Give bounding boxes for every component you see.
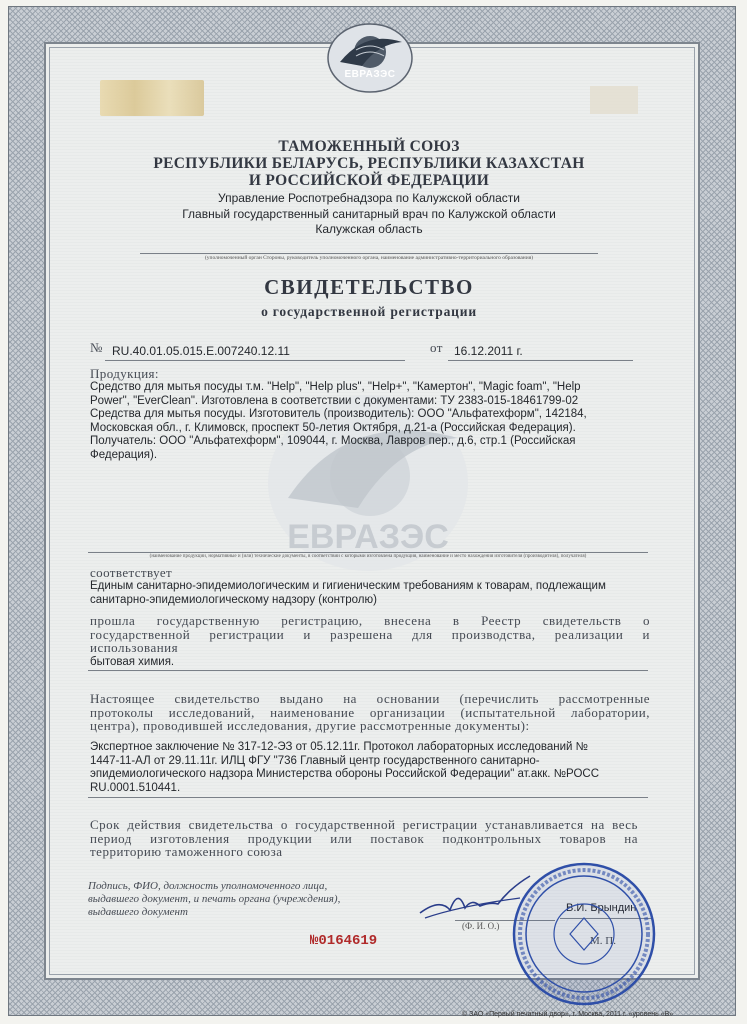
- products-line: Средства для мытья посуды. Изготовитель (производитель): ООО "Альфатехформ", 142184,: [90, 408, 587, 420]
- validity-statement: [90, 818, 638, 859]
- basis-line: Настоящее свидетельство выдано на основании (перечислить рассмотренные: [90, 691, 650, 706]
- products-label: Продукция:: [90, 366, 159, 381]
- basis-doc-line: RU.0001.510441.: [90, 781, 181, 794]
- products-line: Федерация).: [90, 448, 158, 461]
- registration-number: RU.40.01.05.015.Е.007240.12.11: [112, 344, 290, 358]
- serial-number: №0164619: [310, 933, 378, 949]
- compliance-label: соответствует: [90, 565, 173, 580]
- statement-line: государственной регистрации и разрешена для производства, реализации и: [90, 626, 650, 642]
- products-line: Московская обл., г. Климовск, проспект 50-летия Октября, д.21-а (Российская Федерация).: [90, 421, 576, 434]
- divider: [88, 670, 648, 671]
- compliance-text: [90, 580, 650, 607]
- basis-doc-line: 1447-11-АЛ от 29.11.11г. ИЛЦ ФГУ "736 Главный центр государственного санитарно-: [90, 754, 540, 767]
- usage-value: бытовая химия.: [90, 656, 175, 668]
- signature-label-line: выдавшего документ, и печать органа (учреждения),: [88, 893, 341, 905]
- validity-line: Срок действия свидетельства о государственной регистрации устанавливается на весь: [90, 817, 638, 832]
- validity-line: период изготовления продукции или поставок подконтрольных товаров на: [90, 830, 638, 846]
- basis-documents: [90, 741, 650, 795]
- signature-label: [88, 880, 340, 919]
- date-label: от: [430, 340, 443, 355]
- eurasec-emblem: [326, 22, 414, 94]
- hologram-sticker-right: [590, 86, 638, 114]
- fio-note: (Ф. И. О.): [462, 921, 500, 931]
- official-stamp: [510, 860, 658, 1008]
- document-title: СВИДЕТЕЛЬСТВО: [264, 275, 474, 299]
- header-line-2: РЕСПУБЛИКИ БЕЛАРУСЬ, РЕСПУБЛИКИ КАЗАХСТАН: [153, 155, 585, 172]
- basis-line: центра), проводившей исследования, другие рассмотренные документы):: [90, 718, 530, 733]
- statement-line: прошла государственную регистрацию, внесена в Реестр свидетельств о: [90, 613, 650, 628]
- divider: [88, 797, 648, 798]
- products-note: (наименование продукции, нормативные и (или) технические документы, в соответствии с которыми изготовлена продукция, наименование и место нахождения изготовителя (производителя), получателя): [149, 554, 587, 559]
- basis-statement: [90, 692, 650, 733]
- authority-note: (уполномоченный орган Стороны, руководитель уполномоченного органа, наименование административно-территориального образования): [204, 255, 534, 261]
- number-underline: [105, 360, 405, 361]
- date-underline: [448, 360, 633, 361]
- divider: [140, 253, 598, 254]
- compliance-line: санитарно-эпидемиологическому надзору (контролю): [90, 593, 377, 606]
- basis-doc-line: Экспертное заключение № 317-12-ЭЗ от 05.12.11г. Протокол лабораторных исследований №: [90, 741, 589, 753]
- basis-doc-line: эпидемиологического надзора Министерства обороны Российской Федерации" ат.акк. №РОСС: [90, 768, 600, 780]
- signature-label-line: Подпись, ФИО, должность уполномоченного лица,: [88, 880, 328, 892]
- document-subtitle: о государственной регистрации: [261, 304, 477, 319]
- products-line: Power", "EverClean". Изготовлена в соответствии с документами: ТУ 2383-015-18461799-02: [90, 394, 579, 407]
- products-line: Получатель: ООО "Альфатехформ", 109044, г. Москва, Лавров пер., д.6, стр.1 (Российская: [90, 435, 576, 447]
- statement-line: использования: [90, 640, 179, 655]
- compliance-line: Единым санитарно-эпидемиологическим и гигиеническим требованиям к товарам, подлежащим: [90, 580, 606, 592]
- products-text: [90, 381, 650, 462]
- divider: [88, 552, 648, 553]
- svg-text:ЕВРАЗЭС: ЕВРАЗЭС: [287, 518, 449, 556]
- authority-line-1: Управление Роспотребнадзора по Калужской области: [217, 191, 521, 205]
- printer-footer: © ЗАО «Первый печатный двор», г. Москва, 2011 г. «уровень «В»: [462, 1011, 674, 1018]
- hologram-sticker: [100, 80, 204, 116]
- signature-label-line: выдавшего документ: [88, 906, 188, 918]
- basis-line: протоколы исследований, наименование организации (испытательной лаборатории,: [90, 704, 650, 720]
- authority-line-2: Главный государственный санитарный врач по Калужской области: [182, 206, 556, 221]
- registration-statement: [90, 614, 650, 655]
- authority-line-3: Калужская область: [315, 222, 423, 236]
- header-line-3: И РОССИЙСКОЙ ФЕДЕРАЦИИ: [248, 172, 490, 189]
- registration-date: 16.12.2011 г.: [454, 344, 523, 358]
- emblem-label: ЕВРАЗЭС: [344, 69, 396, 80]
- header-line-1: ТАМОЖЕННЫЙ СОЮЗ: [278, 138, 460, 155]
- header: [44, 138, 694, 189]
- products-line: Средство для мытья посуды т.м. "Help", "Help plus", "Help+", "Камертон", "Magic foam", "Help: [90, 381, 581, 393]
- number-label: №: [90, 340, 103, 355]
- validity-line: территорию таможенного союза: [90, 844, 283, 859]
- authority-block: [44, 191, 694, 238]
